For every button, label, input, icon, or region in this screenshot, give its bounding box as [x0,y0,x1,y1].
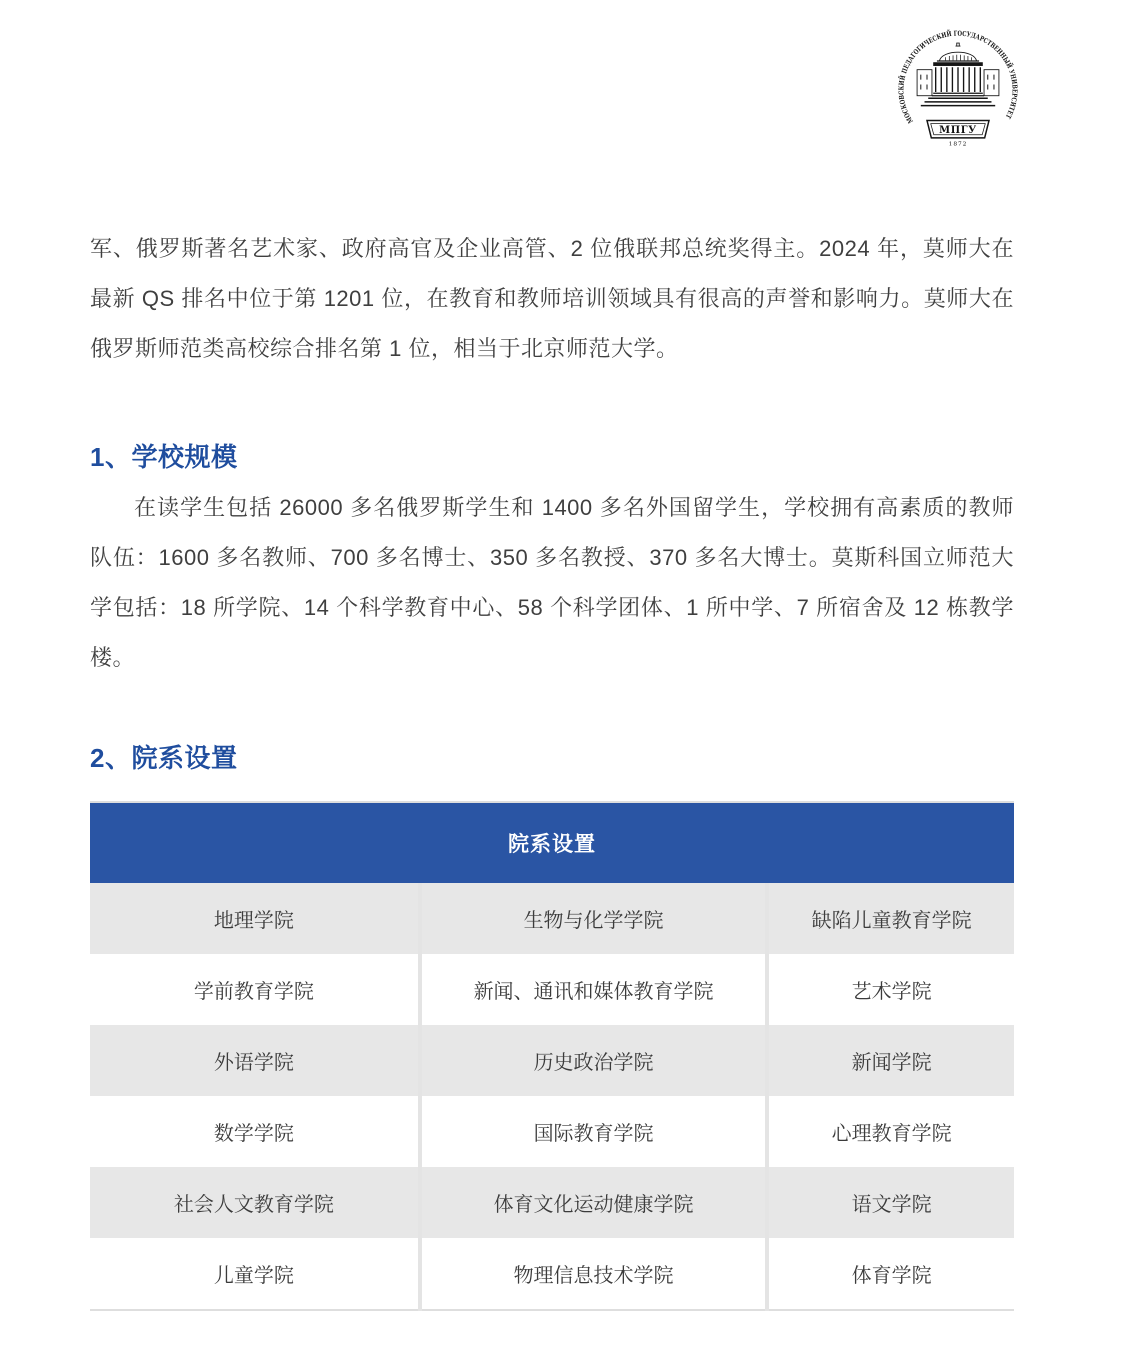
faculty-cell: 体育文化运动健康学院 [420,1167,767,1238]
faculty-cell: 儿童学院 [213,1265,294,1287]
faculty-cell: 外语学院 [213,1052,294,1074]
table-row [90,954,1014,1025]
faculty-cell: 地理学院 [213,910,294,932]
section-heading-school-scale: 1、学校规模 [90,442,238,472]
faculty-cell: 国际教育学院 [420,1096,767,1167]
faculty-cell: 社会人文教育学院 [173,1194,334,1216]
faculty-cell: 心理教育学院 [831,1123,952,1145]
faculty-cell: 物理信息技术学院 [420,1238,767,1310]
faculties-table-header: 院系设置 [90,802,1014,883]
faculty-cell: 新闻学院 [851,1052,932,1074]
faculty-cell: 体育学院 [851,1265,932,1287]
faculty-cell: 学前教育学院 [193,981,314,1003]
faculties-table-header-row [90,802,1014,883]
seal-year-text: 1872 [948,141,968,148]
faculty-cell: 语文学院 [851,1194,932,1216]
faculty-cell: 生物与化学学院 [420,883,767,954]
table-row [90,883,1014,954]
faculties-table [90,801,1014,1311]
table-row [90,1096,1014,1167]
seal-ring-text: МОСКОВСКИЙ ПЕДАГОГИЧЕСКИЙ ГОСУДАРСТВЕННЫЙ УНИВЕРСИТЕТ [897,29,1019,125]
school-scale-paragraph: 在读学生包括 26000 多名俄罗斯学生和 1400 多名外国留学生，学校拥有高素质的教师队伍：1600 多名教师、700 多名博士、350 多名教授、370 多名大博士。莫斯科国立师范大学包括：18 所学院、14 个科学教育中心、58 个科学团体、1 所中学、7 所宿舍及 12 栋教学楼。 [90,495,1014,670]
table-row [90,1238,1014,1310]
seal-banner-text: МПГУ [939,124,977,136]
table-row [90,1167,1014,1238]
faculty-cell: 缺陷儿童教育学院 [811,910,972,932]
faculty-cell: 新闻、通讯和媒体教育学院 [420,954,767,1025]
faculties-table-body [90,883,1014,1310]
faculty-cell: 艺术学院 [851,981,932,1003]
faculty-cell: 历史政治学院 [420,1025,767,1096]
section-heading-faculties: 2、院系设置 [90,743,238,773]
document-content [90,0,1014,1311]
table-row [90,1025,1014,1096]
faculty-cell: 数学学院 [213,1123,294,1145]
intro-paragraph: 军、俄罗斯著名艺术家、政府高官及企业高管、2 位俄联邦总统奖得主。2024 年，莫师大在最新 QS 排名中位于第 1201 位，在教育和教师培训领域具有很高的声誉和影响力。莫师大在俄罗斯师范类高校综合排名第 1 位，相当于北京师范大学。 [90,236,1014,361]
